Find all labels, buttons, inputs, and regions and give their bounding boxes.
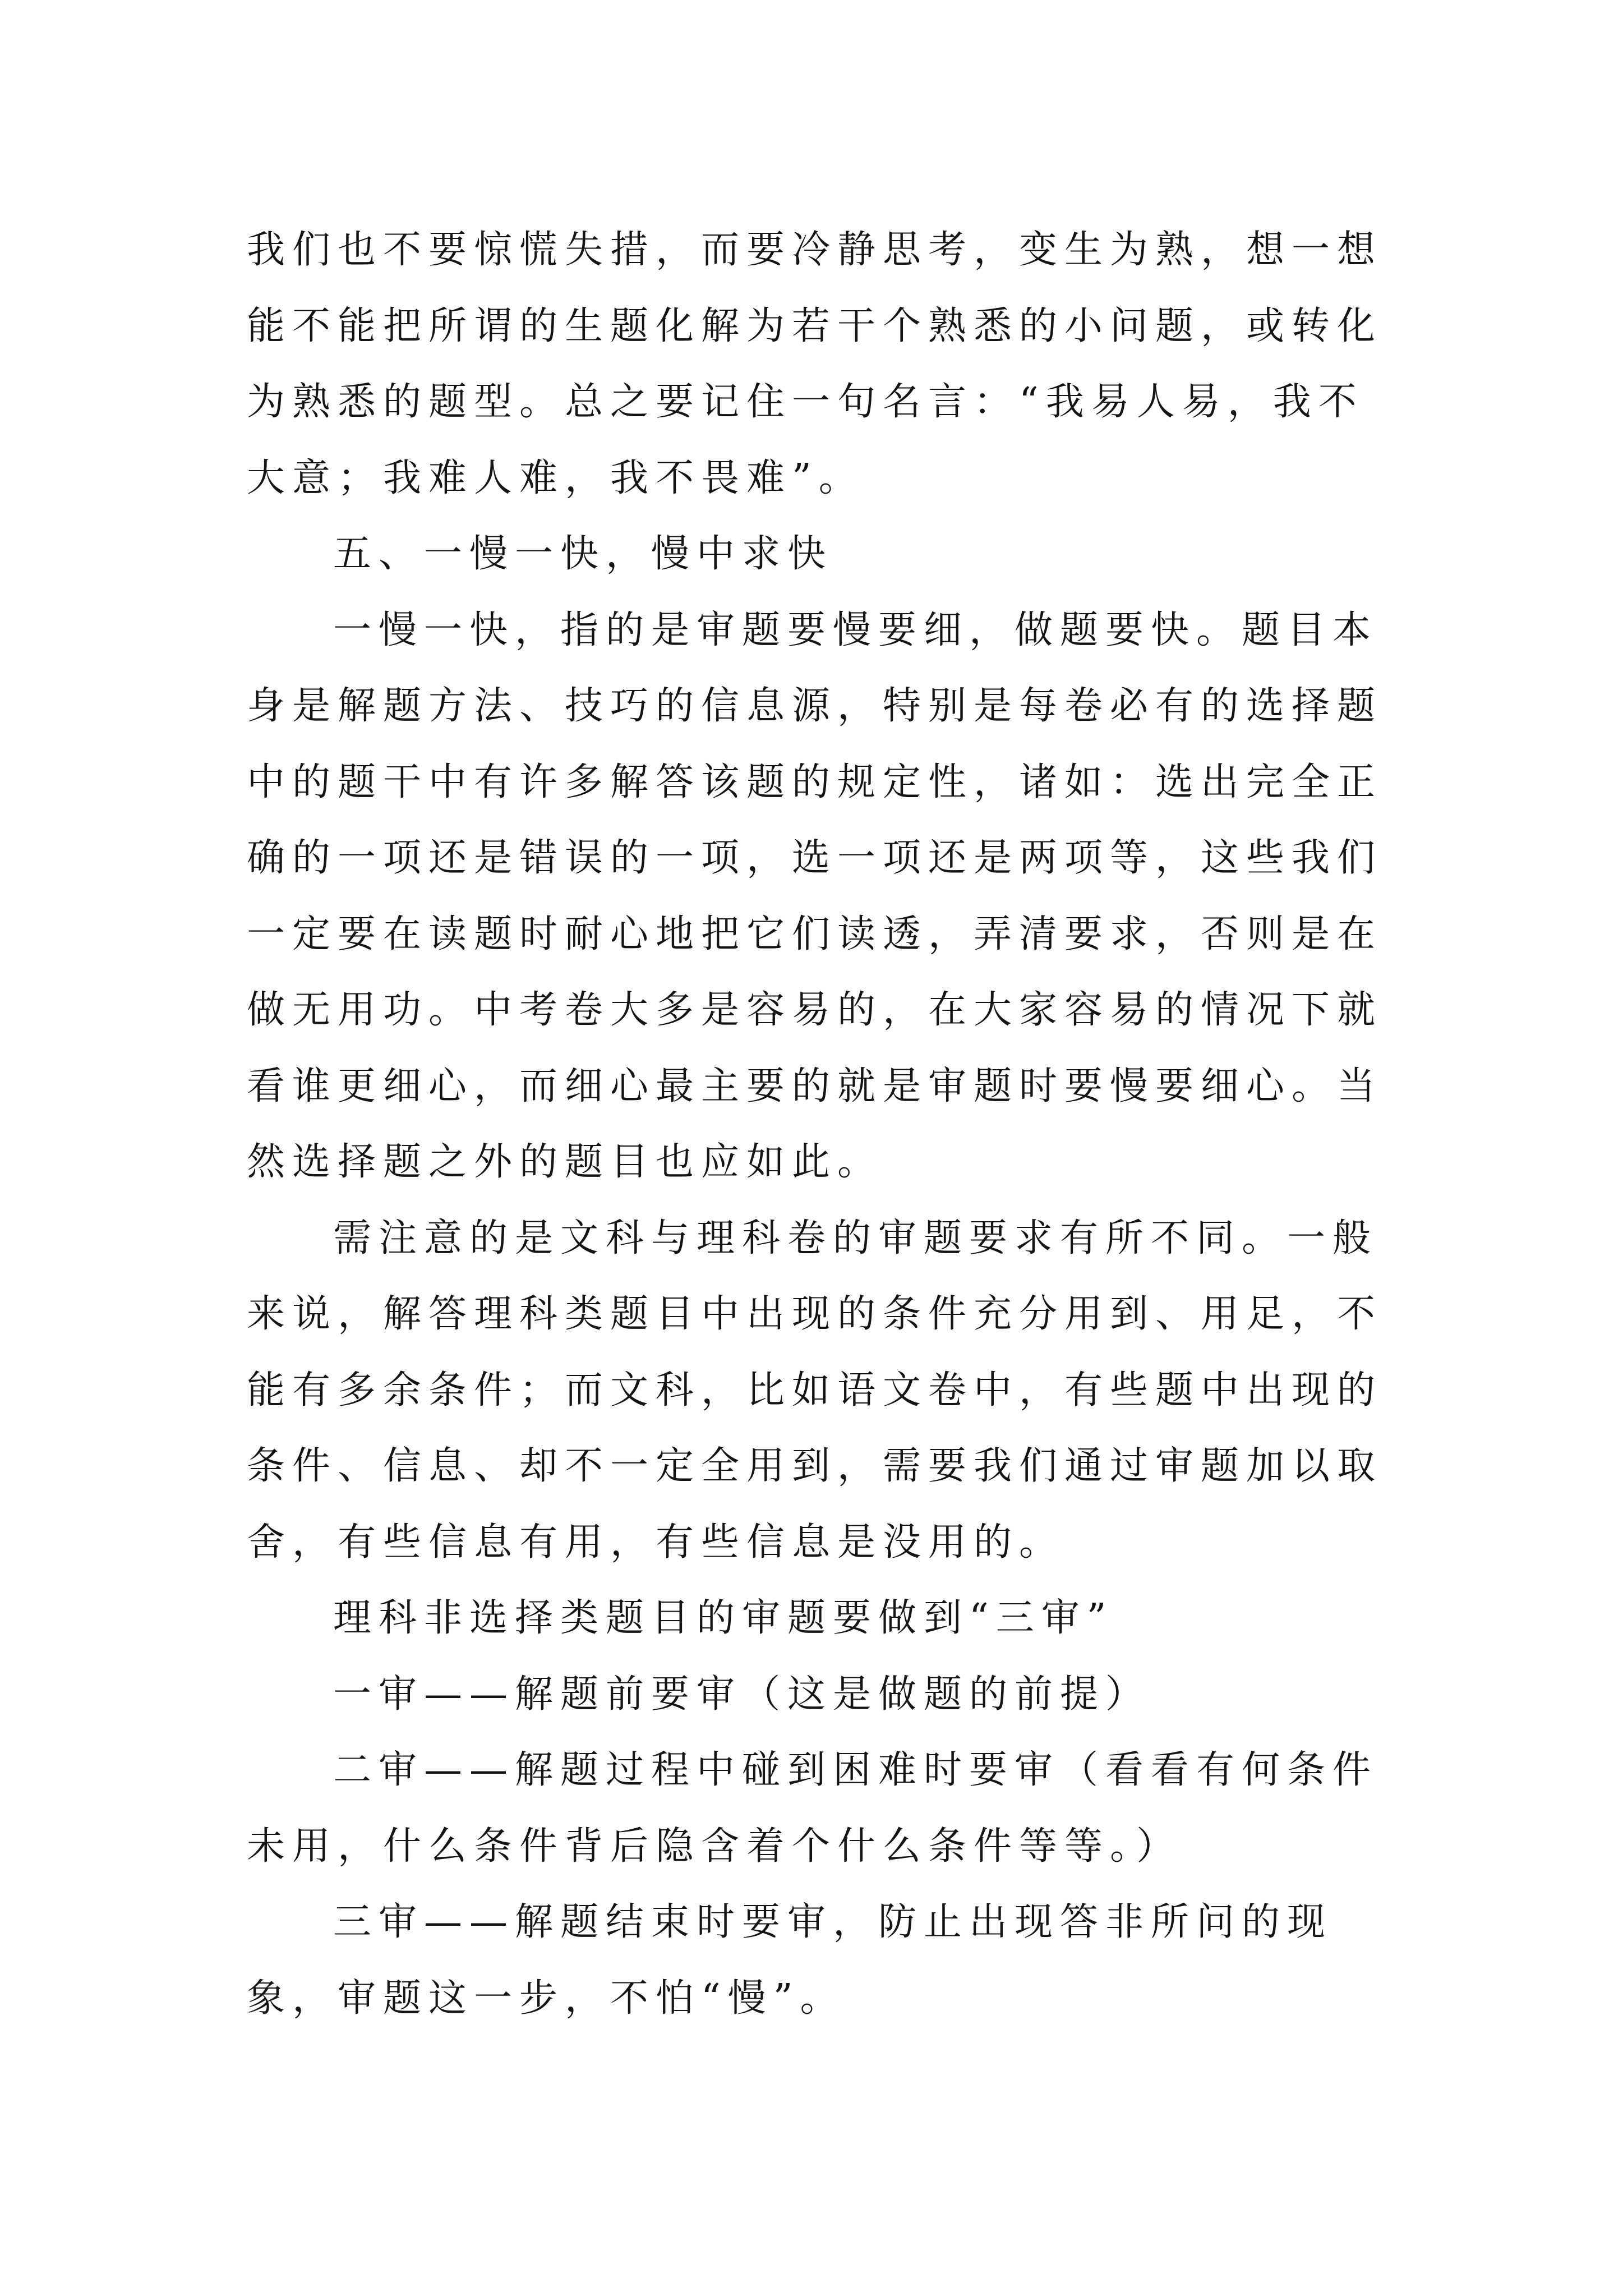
document-body xyxy=(247,212,1391,2036)
paragraph-three-reviews-title: 理科非选择类题目的审题要做到“三审” xyxy=(333,1596,1114,1640)
paragraph-third-review: 三审——解题结束时要审，防止出现答非所问的现象，审题这一步，不怕“慢”。 xyxy=(247,1900,1333,2021)
paragraph-review-slow: 一慢一快，指的是审题要慢要细，做题要快。题目本身是解题方法、技巧的信息源，特别是每卷必有的选择题中的题干中有许多解答该题的规定性，诸如：选出完全正确的一项还是错误的一项，选一项还是两项等，这些我们一定要在读题时耐心地把它们读透，弄清要求，否则是在做无用功。中考卷大多是容易的，在大家容易的情况下就看谁更细心，而细心最主要的就是审题时要慢要细心。当然选择题之外的题目也应如此。 xyxy=(247,608,1383,1184)
paragraph-arts-science: 需注意的是文科与理科卷的审题要求有所不同。一般来说，解答理科类题目中出现的条件充分用到、用足，不能有多余条件；而文科，比如语文卷中，有些题中出现的条件、信息、却不一定全用到，需要我们通过审题加以取舍，有些信息有用，有些信息是没用的。 xyxy=(247,1216,1383,1565)
paragraph-first-review: 一审——解题前要审（这是做题的前提） xyxy=(333,1672,1151,1717)
paragraph-second-review: 二审——解题过程中碰到困难时要审（看看有何条件未用，什么条件背后隐含着个什么条件等等。） xyxy=(247,1748,1378,1869)
paragraph-continuation: 我们也不要惊慌失措，而要冷静思考，变生为熟，想一想能不能把所谓的生题化解为若干个熟悉的小问题，或转化为熟悉的题型。总之要记住一句名言：“我易人易，我不大意；我难人难，我不畏难”。 xyxy=(247,228,1383,500)
section-heading: 五、一慢一快，慢中求快 xyxy=(333,532,833,576)
